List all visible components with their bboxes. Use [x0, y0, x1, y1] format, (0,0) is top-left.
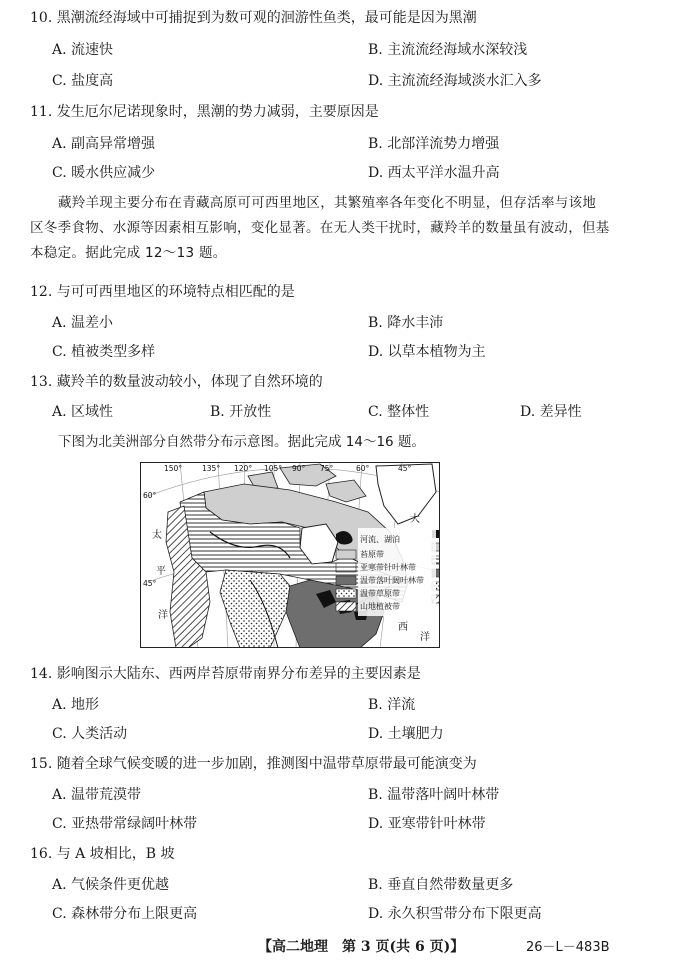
question-13-option-b: B. 开放性	[210, 404, 272, 420]
legend-label-tundra: 苔原带	[360, 550, 384, 559]
ocean-label-atlantic-3: 洋	[420, 632, 430, 643]
legend-swatch-mountain	[336, 602, 356, 611]
question-13-option-c: C. 整体性	[368, 404, 430, 420]
page-footer-code: 26－L－483B	[526, 940, 610, 955]
question-12-option-a: A. 温差小	[52, 315, 114, 331]
question-10-option-d: D. 主流流经海域淡水汇入多	[368, 73, 542, 89]
passage-14-16: 下图为北美洲部分自然带分布示意图。据此完成 14～16 题。	[58, 434, 425, 450]
lon-label-150: 150°	[164, 464, 183, 473]
question-15-option-b: B. 温带落叶阔叶林带	[368, 787, 500, 803]
question-14-option-a: A. 地形	[52, 697, 100, 713]
question-11-option-a: A. 副高异常增强	[52, 136, 156, 152]
ocean-label-pacific-2: 平	[156, 566, 166, 577]
question-15-option-d: D. 亚寒带针叶林带	[368, 816, 486, 832]
passage-12-13	[30, 191, 650, 266]
question-15-stem: 15. 随着全球气候变暖的进一步加剧，推测图中温带草原带最可能演变为	[30, 756, 477, 772]
question-16-option-a: A. 气候条件更优越	[52, 877, 170, 893]
question-12-option-b: B. 降水丰沛	[368, 315, 444, 331]
lon-label-75: 75°	[320, 464, 334, 473]
lon-label-120: 120°	[234, 464, 253, 473]
legend-label-deciduous: 温带落叶阔叶林带	[360, 576, 424, 585]
passage-line-2: 区冬季食物、水源等因素相互影响，变化显著。在无人类干扰时，藏羚羊的数量虽有波动，但基	[30, 220, 610, 236]
legend-swatch-deciduous	[336, 576, 356, 585]
question-11-option-d: D. 西太平洋水温升高	[368, 165, 500, 181]
question-13-stem: 13. 藏羚羊的数量波动较小，体现了自然环境的	[30, 374, 323, 390]
legend-label-taiga: 亚寒带针叶林带	[360, 563, 416, 572]
lat-label-45: 45°	[143, 579, 157, 588]
question-16-stem: 16. 与 A 坡相比，B 坡	[30, 846, 175, 862]
question-16-option-b: B. 垂直自然带数量更多	[368, 877, 514, 893]
ocean-label-pacific-1: 太	[152, 530, 162, 541]
question-10-stem: 10. 黑潮流经海域中可捕捉到为数可观的洄游性鱼类，最可能是因为黑潮	[30, 10, 477, 26]
question-10-option-b: B. 主流流经海域水深较浅	[368, 42, 528, 58]
question-12-option-d: D. 以草本植物为主	[368, 344, 486, 360]
legend-swatch-grassland	[336, 589, 356, 598]
lon-label-90: 90°	[292, 464, 306, 473]
lon-label-135: 135°	[202, 464, 221, 473]
question-10-option-a: A. 流速快	[52, 42, 114, 58]
question-11-option-b: B. 北部洋流势力增强	[368, 136, 500, 152]
legend-swatch-taiga	[336, 563, 356, 572]
question-12-option-c: C. 植被类型多样	[52, 344, 156, 360]
ocean-label-pacific-3: 洋	[158, 610, 168, 621]
passage-line-3: 本稳定。据此完成 12～13 题。	[30, 245, 227, 261]
north-america-vegetation-map	[140, 462, 440, 648]
question-14-option-b: B. 洋流	[368, 697, 416, 713]
question-13-option-a: A. 区域性	[52, 404, 114, 420]
lon-label-45: 45°	[398, 464, 412, 473]
lon-label-105: 105°	[264, 464, 283, 473]
question-14-option-d: D. 土壤肥力	[368, 726, 444, 742]
question-16-option-d: D. 永久积雪带分布下限更高	[368, 906, 542, 922]
question-11-stem: 11. 发生厄尔尼诺现象时，黑潮的势力减弱，主要原因是	[30, 104, 379, 120]
legend-label-grassland: 温带草原带	[360, 589, 400, 598]
question-14-option-c: C. 人类活动	[52, 726, 128, 742]
page-footer-title: 【高二地理 第 3 页(共 6 页)】	[258, 939, 465, 955]
legend-label-river: 河流、湖泊	[360, 535, 400, 544]
question-16-option-c: C. 森林带分布上限更高	[52, 906, 198, 922]
passage-line-1: 藏羚羊现主要分布在青藏高原可可西里地区，其繁殖率各年变化不明显，但存活率与该地	[58, 195, 597, 211]
question-11-option-c: C. 暖水供应减少	[52, 165, 156, 181]
lon-label-60: 60°	[356, 464, 370, 473]
question-13-option-d: D. 差异性	[520, 404, 582, 420]
legend-swatch-tundra	[336, 550, 356, 559]
ocean-label-atlantic-2: 西	[398, 622, 408, 633]
question-12-stem: 12. 与可可西里地区的环境特点相匹配的是	[30, 284, 295, 300]
question-15-option-a: A. 温带荒漠带	[52, 787, 142, 803]
ocean-label-atlantic-1: 大	[410, 514, 420, 525]
question-10-option-c: C. 盐度高	[52, 73, 114, 89]
lat-label-60: 60°	[143, 491, 157, 500]
question-14-stem: 14. 影响图示大陆东、西两岸苔原带南界分布差异的主要因素是	[30, 666, 421, 682]
legend-label-mountain: 山地植被带	[360, 602, 400, 611]
map-legend-labels	[358, 528, 436, 616]
question-15-option-c: C. 亚热带常绿阔叶林带	[52, 816, 198, 832]
